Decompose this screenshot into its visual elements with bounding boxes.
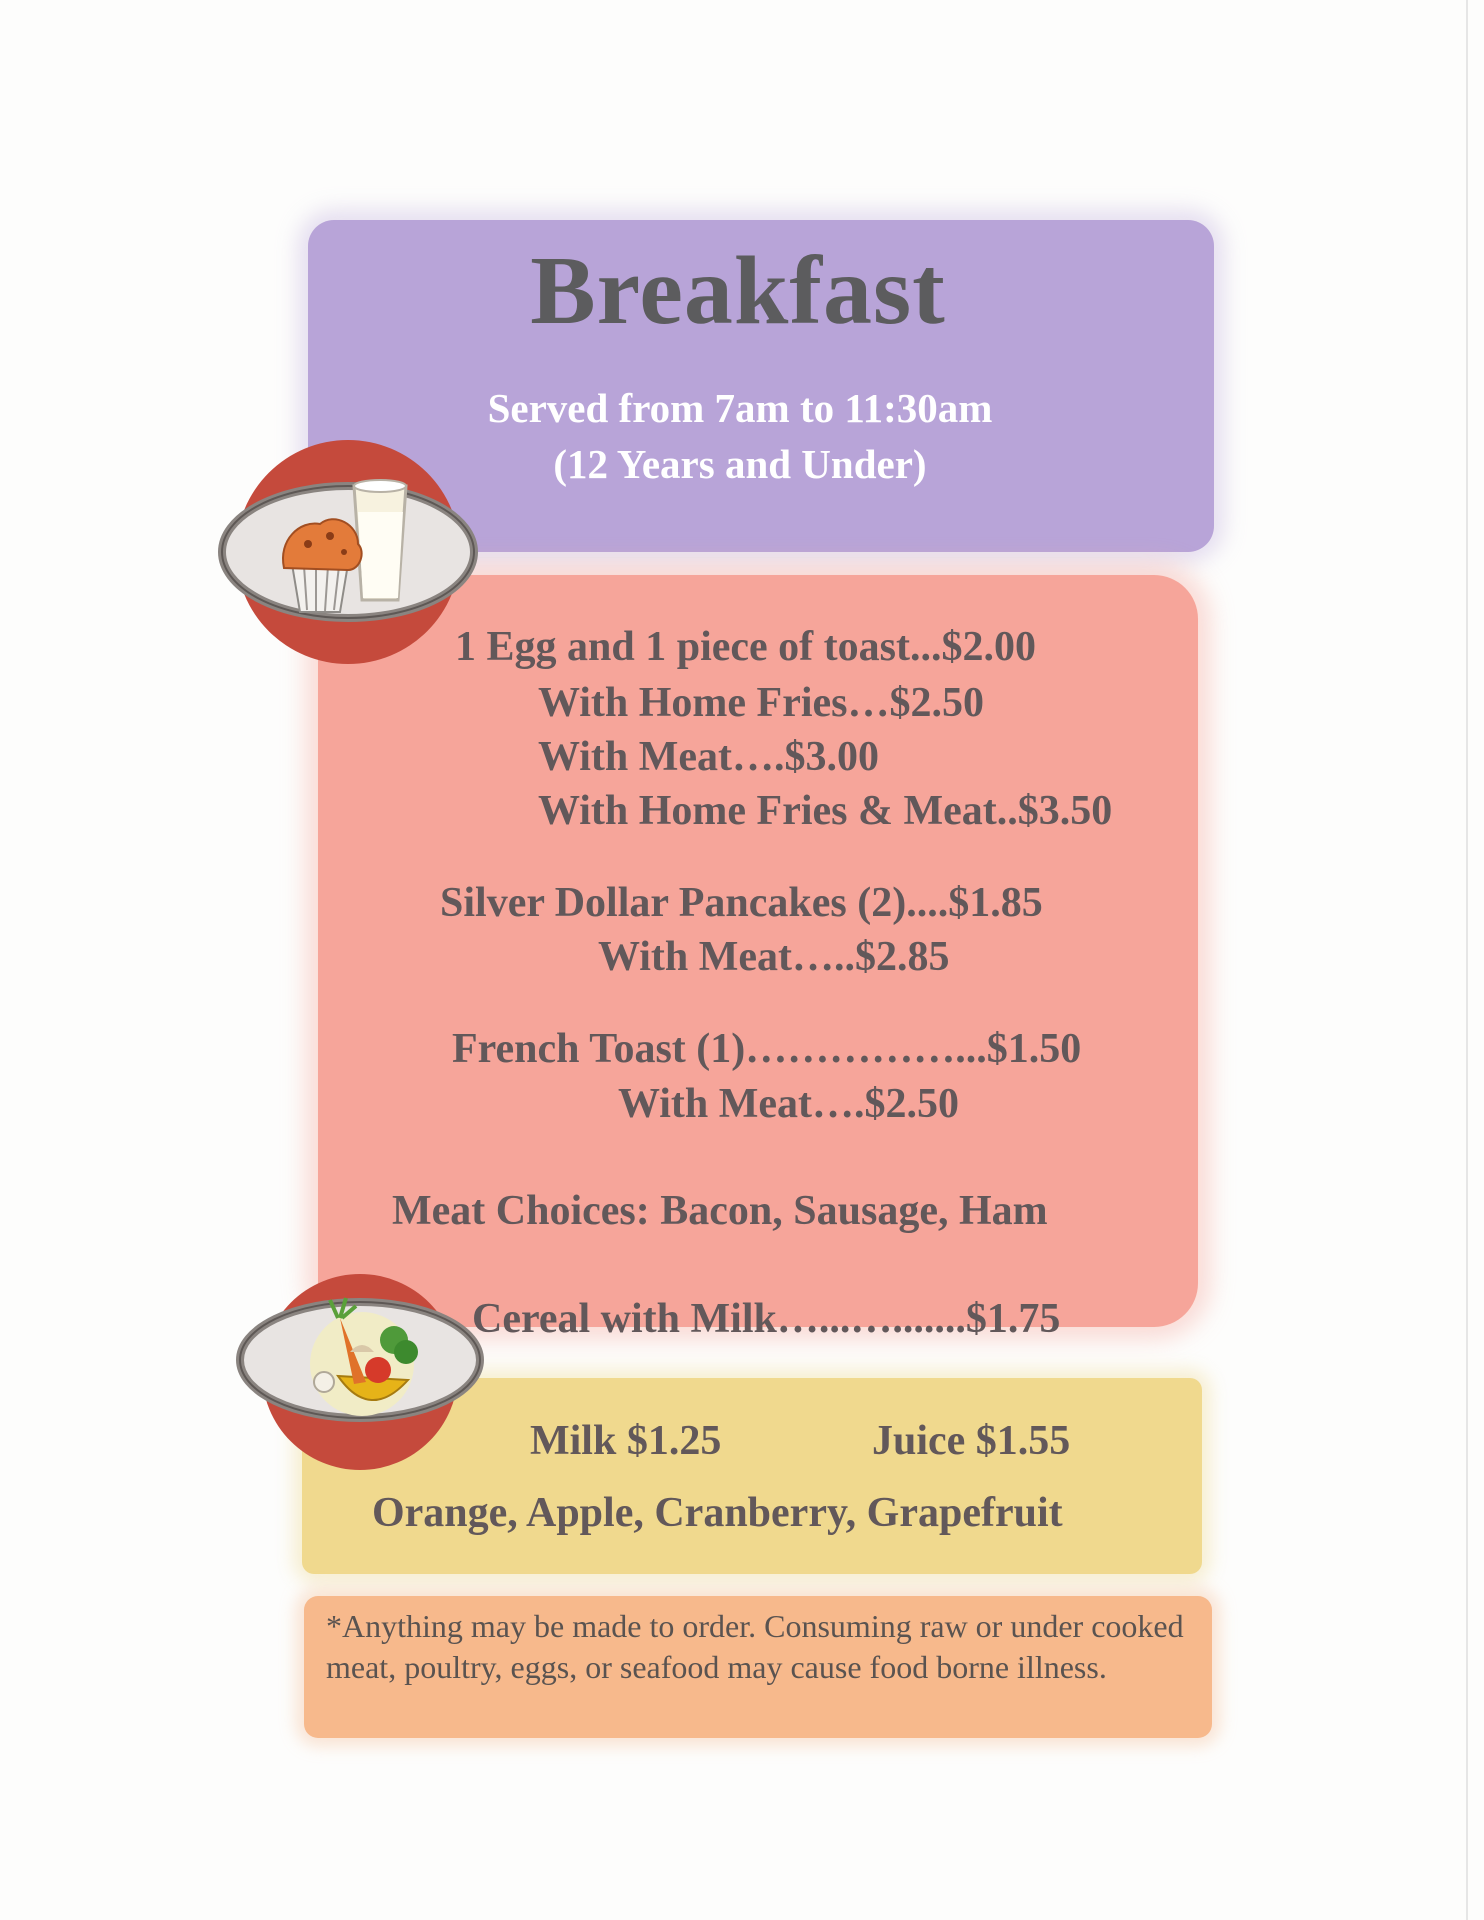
footnote-text: *Anything may be made to order. Consuming raw or under cooked meat, poultry, eggs, or seafood may cause food borne illness. (326, 1608, 1184, 1685)
page-title: Breakfast (530, 237, 946, 345)
menu-item-egg-home-fries: With Home Fries…$2.50 (538, 680, 985, 726)
menu-item-french-toast-meat: With Meat….$2.50 (618, 1081, 960, 1127)
menu-item-pancakes: Silver Dollar Pancakes (2)....$1.85 (440, 880, 1043, 926)
scan-edge-line (1466, 0, 1468, 1920)
meat-choices: Meat Choices: Bacon, Sausage, Ham (392, 1188, 1048, 1234)
menu-item-cereal: Cereal with Milk…...….......$1.75 (472, 1296, 1061, 1342)
menu-item-egg-toast: 1 Egg and 1 piece of toast...$2.00 (455, 624, 1036, 670)
served-hours-line: Served from 7am to 11:30am (487, 385, 993, 431)
age-limit-line: (12 Years and Under) (553, 441, 927, 487)
vegetable-bowl-icon (230, 1272, 500, 1472)
menu-item-egg-meat: With Meat….$3.00 (538, 734, 880, 780)
menu-item-pancakes-meat: With Meat…..$2.85 (598, 934, 950, 980)
menu-item-french-toast: French Toast (1)……………...$1.50 (452, 1026, 1082, 1072)
juice-flavors: Orange, Apple, Cranberry, Grapefruit (372, 1490, 1063, 1536)
menu-item-egg-home-fries-meat: With Home Fries & Meat..$3.50 (538, 788, 1113, 834)
drink-milk: Milk $1.25 (530, 1418, 722, 1464)
drink-juice: Juice $1.55 (872, 1418, 1071, 1464)
